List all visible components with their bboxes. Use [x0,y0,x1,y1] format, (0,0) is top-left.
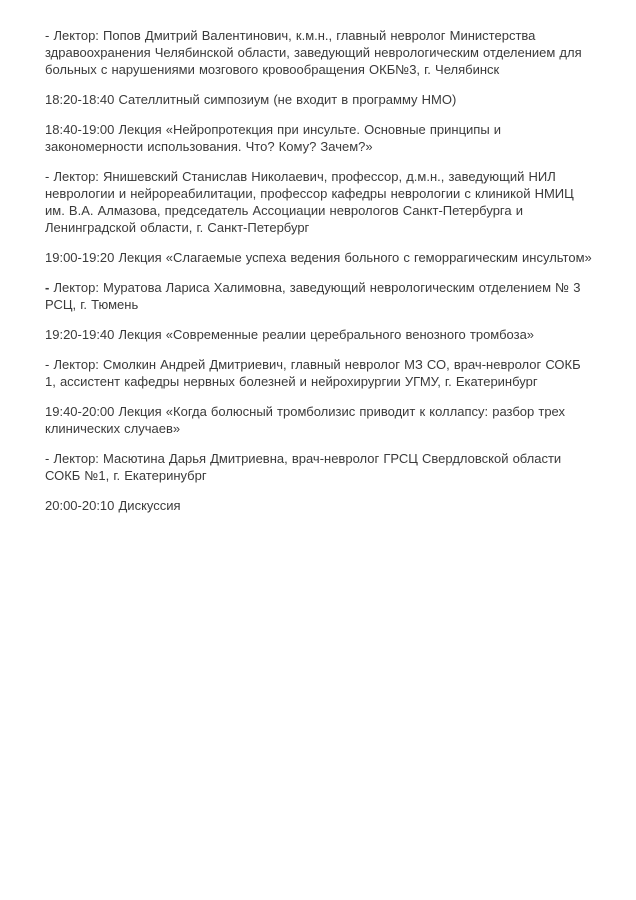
paragraph-lecture-1900: 19:00-19:20 Лекция «Слагаемые успеха ведения больного с геморрагическим инсультом» [45,250,592,265]
paragraph-discussion-2000: 20:00-20:10 Дискуссия [45,498,181,513]
paragraph-lecture-1840: 18:40-19:00 Лекция «Нейропротекция при инсульте. Основные принципы и закономерности использования. Что? Кому? Зачем?» [45,122,502,154]
paragraph-lecture-1920: 19:20-19:40 Лекция «Современные реалии церебрального венозного тромбоза» [45,327,535,342]
paragraph-lecture-1940: 19:40-20:00 Лекция «Когда болюсный тромболизис приводит к коллапсу: разбор трех клинических случаев» [45,404,565,436]
paragraph-session-1820: 18:20-18:40 Сателлитный симпозиум (не входит в программу НМО) [45,92,457,107]
bold-dash: - [45,280,54,295]
paragraph-lecturer-yanishevsky: - Лектор: Янишевский Станислав Николаевич, профессор, д.м.н., заведующий НИЛ неврологии и нейрореабилитации, профессор кафедры неврологии с клиникой НМИЦ им. В.А. Алмазова, председатель Ассоциации неврологов Санкт-Петербурга и Ленинградской области, г. Санкт-Петербург [45,169,574,235]
paragraph-lecturer-smolkin: - Лектор: Смолкин Андрей Дмитриевич, главный невролог МЗ СО, врач-невролог СОКБ 1, ассистент кафедры нервных болезней и нейрохирургии УГМУ, г. Екатеринбург [45,357,581,389]
paragraph-lecturer-masyutina: - Лектор: Масютина Дарья Дмитриевна, врач-невролог ГРСЦ Свердловской области СОКБ №1, г. Екатеринубрг [45,451,562,483]
paragraph-lecturer-muratova-text: Лектор: Муратова Лариса Халимовна, заведующий неврологическим отделением № 3 РСЦ, г. Тюмень [45,280,581,312]
paragraph-lecturer-muratova [45,279,592,313]
paragraph-lecturer-popov: - Лектор: Попов Дмитрий Валентинович, к.м.н., главный невролог Министерства здравоохранения Челябинской области, заведующий неврологическим отделением для больных с нарушениями мозгового кровообращения ОКБ№3, г. Челябинск [45,28,582,77]
